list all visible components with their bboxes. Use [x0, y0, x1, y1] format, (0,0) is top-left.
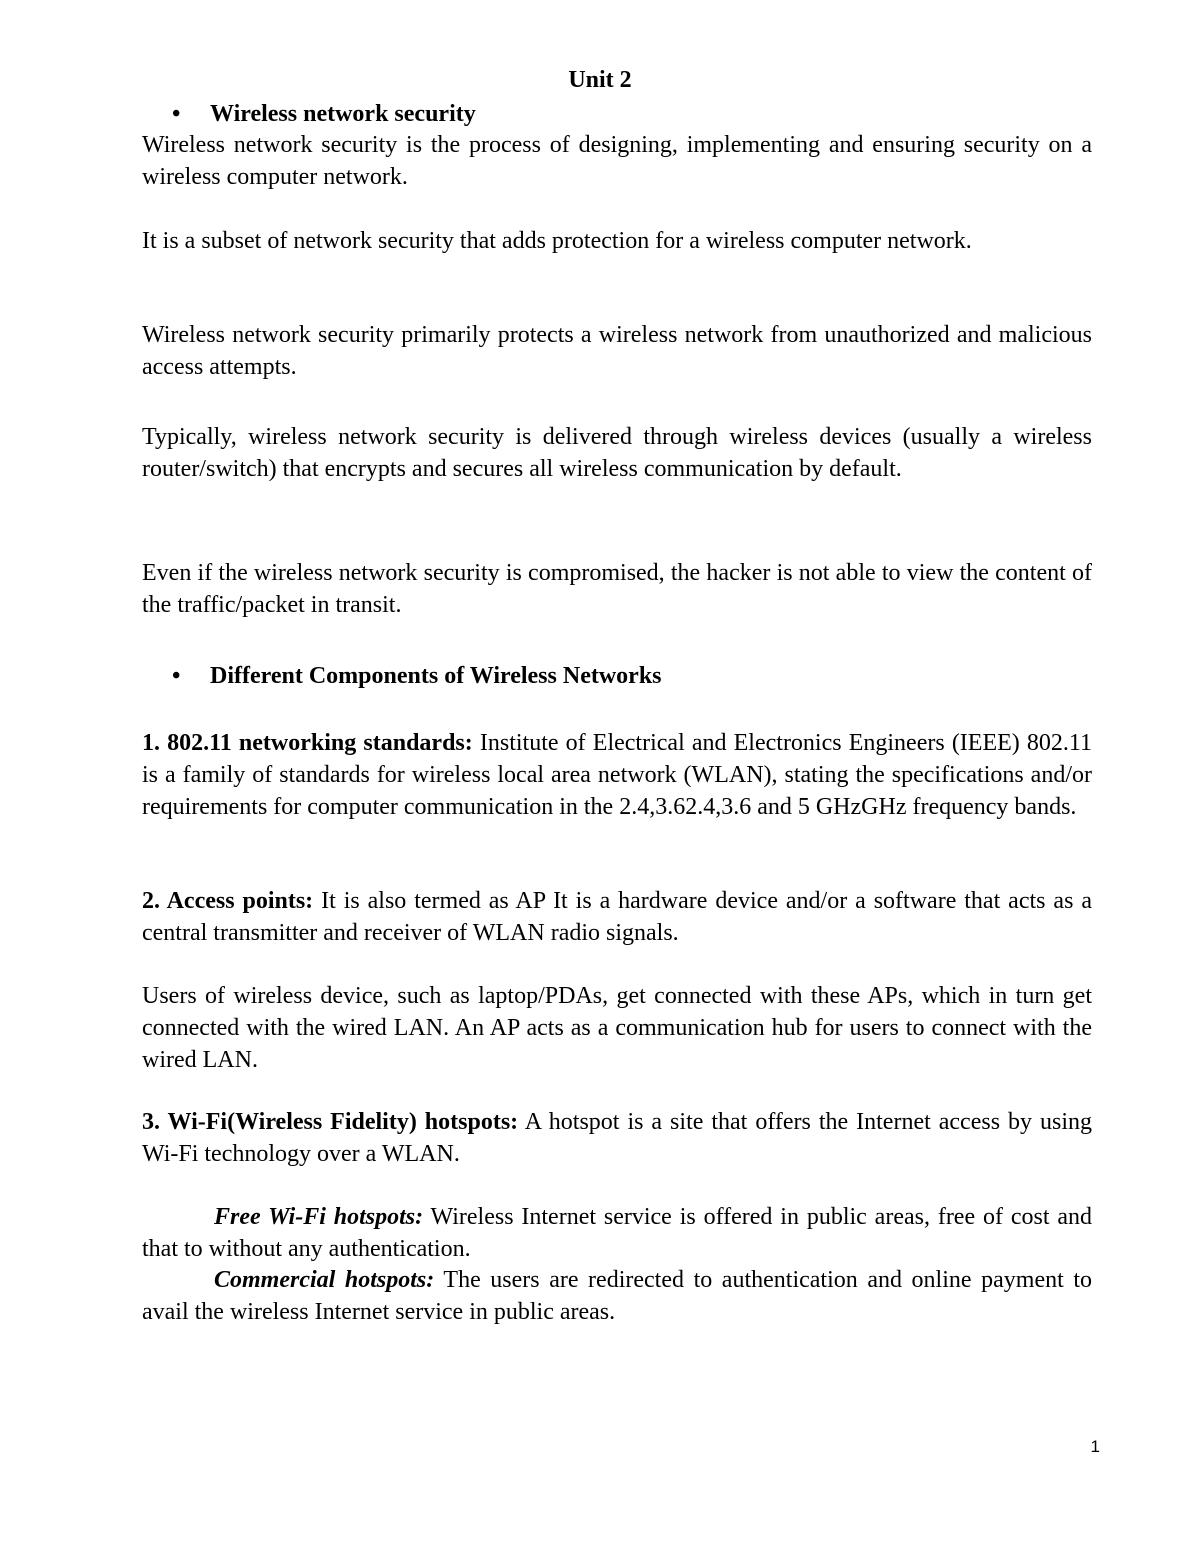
item-text: It is also termed as AP It is a hardware device and/or a software that acts as a central transmitter and receiver of WLAN radio signals. — [142, 888, 1092, 946]
item-label: 1. 802.11 networking standards: — [142, 730, 473, 756]
paragraph: Even if the wireless network security is compromised, the hacker is not able to view the content of the traffic/packet in transit. — [142, 560, 1092, 618]
paragraph: It is a subset of network security that adds protection for a wireless computer network. — [142, 228, 972, 254]
page-number: 1 — [1090, 1437, 1100, 1456]
item-text: Institute of Electrical and Electronics Engineers (IEEE) 802.11 is a family of standards for wireless local area network (WLAN), stating the specifications and/or requirements for computer communication in the 2.4,3.62.4,3.6 and 5 GHzGHz frequency bands. — [142, 730, 1093, 820]
section-heading-components — [172, 660, 662, 692]
item-text: A hotspot is a site that offers the Internet access by using Wi-Fi technology over a WLAN. — [142, 1109, 1092, 1167]
bullet-icon: • — [172, 101, 181, 127]
hotspot-free — [142, 1201, 1092, 1265]
paragraph: Wireless network security is the process of designing, implementing and ensuring security on a wireless computer network. — [142, 132, 1092, 190]
item-label: 3. Wi-Fi(Wireless Fidelity) hotspots: — [142, 1109, 519, 1135]
paragraph-access-points-users: Users of wireless device, such as laptop/PDAs, get connected with these APs, which in turn get connected with the wired LAN. An AP acts as a communication hub for users to connect with the wired LAN. — [142, 983, 1092, 1073]
section-heading-text: Different Components of Wireless Networks — [210, 663, 662, 689]
bullet-icon: • — [172, 663, 181, 689]
list-item-802-11-standards — [142, 727, 1092, 823]
list-item-access-points — [142, 885, 1092, 949]
hotspot-text: Wireless Internet service is offered in public areas, free of cost and that to without any authentication. — [142, 1204, 1093, 1262]
section-heading-text: Wireless network security — [210, 101, 476, 127]
paragraph: Typically, wireless network security is delivered through wireless devices (usually a wireless router/switch) that encrypts and secures all wireless communication by default. — [142, 424, 1092, 482]
hotspot-text: The users are redirected to authentication and online payment to avail the wireless Internet service in public areas. — [142, 1267, 1093, 1325]
item-label: 2. Access points: — [142, 888, 314, 914]
hotspot-commercial — [142, 1264, 1092, 1328]
hotspot-label: Free Wi-Fi hotspots: — [214, 1204, 424, 1230]
section-heading-wireless-security — [172, 98, 476, 130]
page-title: Unit 2 — [568, 67, 632, 93]
paragraph: Wireless network security primarily protects a wireless network from unauthorized and malicious access attempts. — [142, 322, 1092, 380]
hotspot-label: Commercial hotspots: — [214, 1267, 435, 1293]
list-item-wifi-hotspots — [142, 1106, 1092, 1170]
